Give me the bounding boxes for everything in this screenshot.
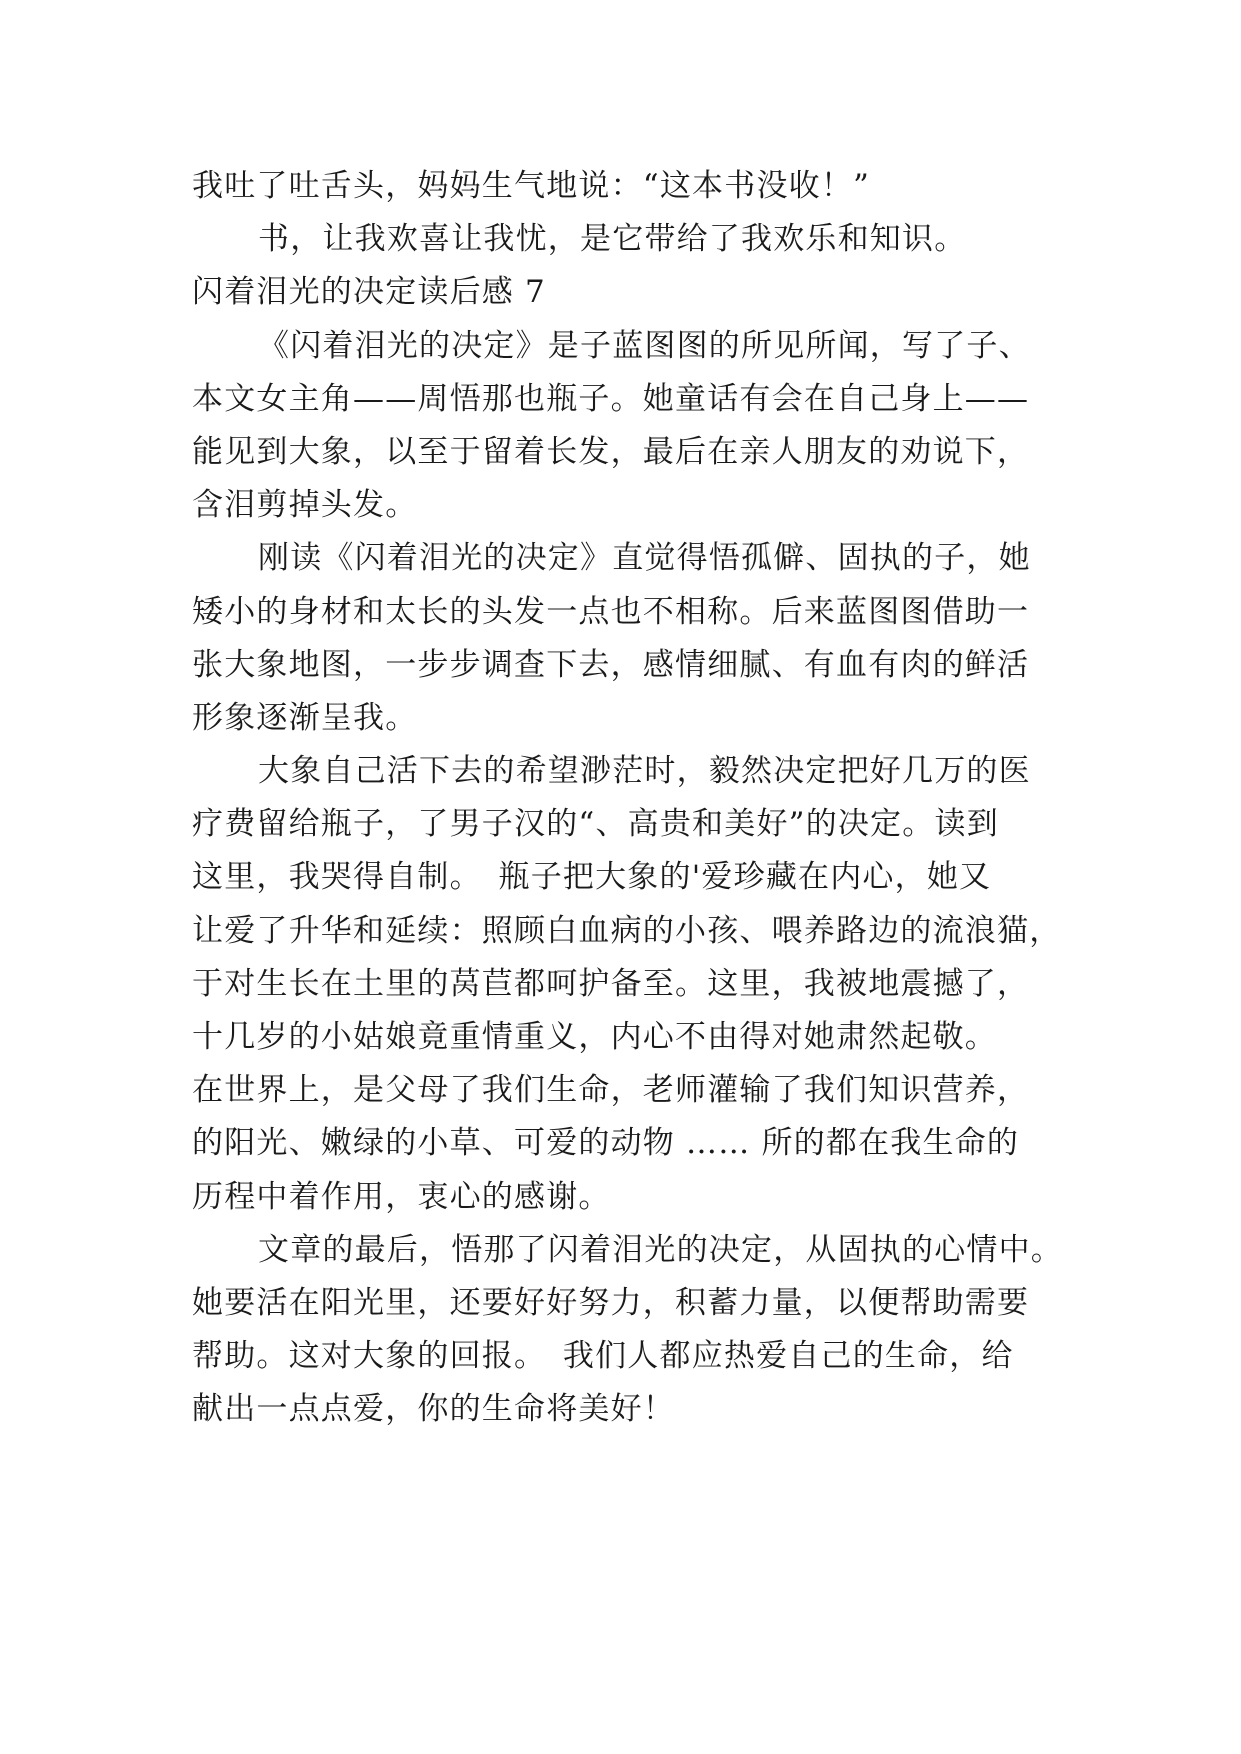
- text-line: 于对生长在土里的莴苣都呵护备至。这里，我被地震撼了，: [192, 965, 1030, 1002]
- text-line: 让爱了升华和延续：照顾白血病的小孩、喂养路边的流浪猫，: [192, 912, 1062, 949]
- text-line: 这里，我哭得自制。 瓶子把大象的'爱珍藏在内心，她又: [192, 859, 992, 896]
- document-body: [192, 160, 1082, 1437]
- text-line: 历程中着作用，衷心的感谢。: [192, 1178, 611, 1215]
- text-line: 矮小的身材和太长的头发一点也不相称。后来蓝图图借助一: [192, 593, 1030, 630]
- text-line: 张大象地图，一步步调查下去，感情细腻、有血有肉的鲜活: [192, 646, 1030, 683]
- text-line: 闪着泪光的决定读后感 7: [192, 274, 546, 311]
- text-line: 的阳光、嫩绿的小草、可爱的动物 …… 所的都在我生命的: [192, 1125, 1020, 1162]
- text-line: 疗费留给瓶子，了男子汉的“、高贵和美好”的决定。读到: [192, 806, 999, 843]
- text-line: 书，让我欢喜让我忧，是它带给了我欢乐和知识。: [258, 221, 967, 258]
- text-line: 能见到大象，以至于留着长发，最后在亲人朋友的劝说下，: [192, 433, 1030, 470]
- text-line: 她要活在阳光里，还要好好努力，积蓄力量，以便帮助需要: [192, 1284, 1030, 1321]
- text-line: 本文女主角——周悟那也瓶子。她童话有会在自己身上——: [192, 380, 1030, 417]
- text-line: 献出一点点爱，你的生命将美好！: [192, 1391, 675, 1428]
- text-line: 大象自己活下去的希望渺茫时，毅然决定把好几万的医: [258, 753, 1031, 790]
- text-line: 含泪剪掉头发。: [192, 487, 418, 524]
- text-line: 帮助。这对大象的回报。 我们人都应热爱自己的生命，给: [192, 1338, 1014, 1375]
- text-line: 《闪着泪光的决定》是子蓝图图的所见所闻，写了子、: [258, 327, 1031, 364]
- text-line: 形象逐渐呈我。: [192, 699, 418, 736]
- text-line: 我吐了吐舌头，妈妈生气地说：“这本书没收！”: [192, 168, 871, 204]
- text-line: 在世界上，是父母了我们生命，老师灌输了我们知识营养，: [192, 1072, 1030, 1109]
- text-line: 文章的最后，悟那了闪着泪光的决定，从固执的心情中。: [258, 1231, 1063, 1268]
- text-line: 刚读《闪着泪光的决定》直觉得悟孤僻、固执的子，她: [258, 540, 1031, 577]
- text-line: 十几岁的小姑娘竟重情重义，内心不由得对她肃然起敬。: [192, 1019, 997, 1055]
